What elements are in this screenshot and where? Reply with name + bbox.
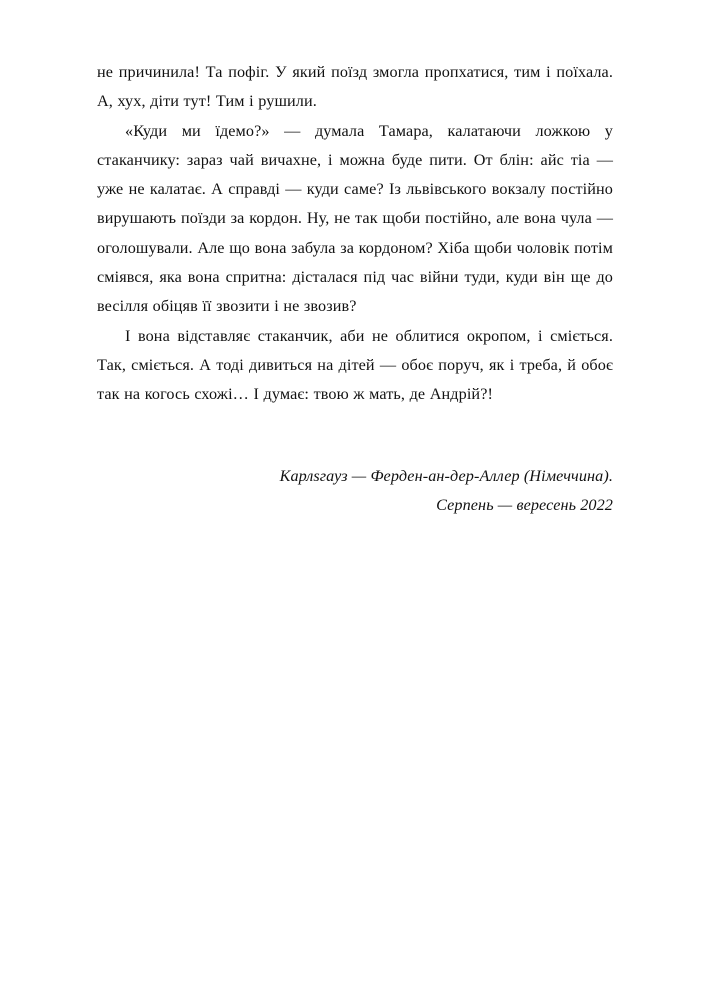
paragraph-2: «Куди ми їдемо?» — думала Тамара, калатаючи ложкою у стаканчику: зараз чай вичахне, і можна буде пити. От блін: айс тіа — уже не калатає. А справді — куди саме? Із львівського вокзалу постійно вирушають поїзди за кордон. Ну, не так щоби постійно, але вона чула — оголошували. Але що вона забула за кордоном? Хіба щоби чоловік потім сміявся, яка вона спритна: дісталася під час війни туди, куди він ще до весілля обіцяв її звозити і не звозив? bbox=[97, 121, 613, 316]
colophon bbox=[97, 462, 613, 521]
colophon-place: Карлsгауз — Ферден-ан-дер-Аллер (Німеччина). bbox=[279, 467, 613, 485]
paragraph-3: І вона відставляє стаканчик, аби не облитися окропом, і сміється. Так, сміється. А тоді дивиться на дітей — обоє поруч, як і треба, й обоє так на когось схожі… І думає: твою ж мать, де Андрій?! bbox=[97, 326, 613, 404]
colophon-date: Серпень — вересень 2022 bbox=[436, 496, 613, 515]
page-text-block bbox=[97, 58, 613, 410]
paragraph-1: не причинила! Та пофіг. У який поїзд змогла пропхатися, тим і поїхала. А, хух, діти тут! Тим і рушили. bbox=[97, 63, 613, 111]
